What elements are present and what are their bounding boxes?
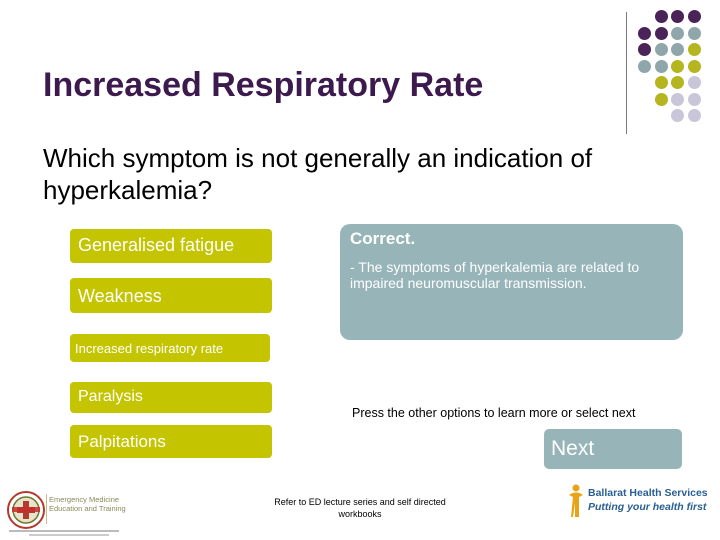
logo-org-name: Emergency Medicine Education and Training — [49, 495, 126, 513]
navigation-hint: Press the other options to learn more or select next — [352, 406, 636, 420]
decorative-dot — [671, 109, 684, 122]
decorative-dot — [671, 76, 684, 89]
person-figure-icon — [566, 483, 586, 519]
decorative-dot — [655, 93, 668, 106]
decorative-dot — [655, 10, 668, 23]
decorative-dot — [688, 109, 701, 122]
next-button-label: Next — [551, 437, 595, 460]
logo-divider — [46, 494, 47, 524]
decorative-dot — [655, 27, 668, 40]
decorative-dot — [688, 10, 701, 23]
ballarat-health-logo — [566, 483, 716, 521]
option-generalised-fatigue[interactable] — [70, 229, 272, 263]
slide-title: Increased Respiratory Rate — [43, 66, 484, 104]
decorative-dot — [688, 27, 701, 40]
option-paralysis[interactable] — [70, 382, 272, 413]
decorative-dot — [671, 60, 684, 73]
decorative-dot — [655, 43, 668, 56]
option-increased-respiratory-rate[interactable] — [70, 334, 270, 362]
decorative-dot — [688, 60, 701, 73]
option-label: Palpitations — [78, 432, 166, 451]
option-label: Increased respiratory rate — [75, 341, 224, 356]
logo-tagline: Putting your health first — [588, 501, 707, 513]
decorative-dot — [671, 43, 684, 56]
header-divider — [626, 12, 627, 134]
footer-reference: Refer to ED lecture series and self directed workbooks — [274, 497, 446, 519]
decorative-dot — [671, 93, 684, 106]
decorative-dot — [671, 27, 684, 40]
feedback-heading: Correct. — [350, 229, 416, 248]
decorative-dot-grid — [638, 10, 718, 130]
question-text: Which symptom is not generally an indication of hyperkalemia? — [43, 143, 593, 205]
option-label: Paralysis — [78, 388, 143, 405]
emergency-medicine-logo — [6, 490, 134, 536]
decorative-dot — [671, 10, 684, 23]
decorative-dot — [688, 76, 701, 89]
option-palpitations[interactable] — [70, 425, 272, 458]
decorative-dot — [655, 76, 668, 89]
logo-fine-print — [9, 529, 129, 536]
option-weakness[interactable] — [70, 278, 272, 313]
medical-seal-icon — [6, 490, 46, 530]
next-button[interactable] — [544, 429, 682, 469]
decorative-dot — [638, 60, 651, 73]
decorative-dot — [655, 60, 668, 73]
feedback-panel — [340, 224, 683, 340]
decorative-dot — [638, 27, 651, 40]
decorative-dot — [688, 43, 701, 56]
decorative-dot — [688, 93, 701, 106]
option-label: Generalised fatigue — [78, 235, 235, 255]
feedback-body: - The symptoms of hyperkalemia are related to impaired neuromuscular transmission. — [350, 259, 640, 291]
logo-brand-name: Ballarat Health Services — [588, 487, 708, 499]
option-label: Weakness — [78, 286, 162, 306]
decorative-dot — [638, 43, 651, 56]
